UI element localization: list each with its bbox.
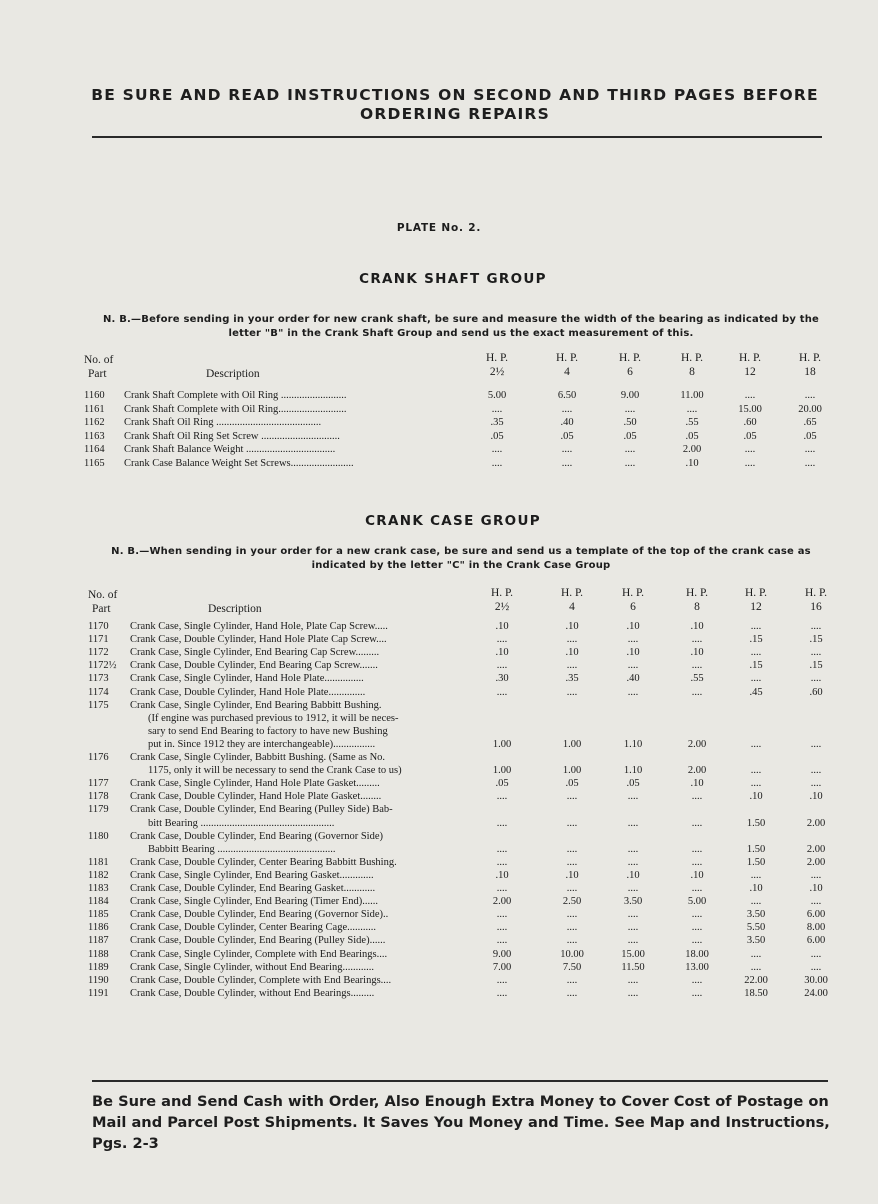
price-cell: .10 — [690, 647, 704, 659]
price-cell: .... — [627, 909, 639, 921]
part-number: 1180 — [88, 830, 109, 842]
plate-label: PLATE No. 2. — [396, 222, 482, 234]
price-cell: .... — [691, 935, 703, 947]
price-cell: 2.00 — [806, 856, 826, 868]
top-notice: BE SURE AND READ INSTRUCTIONS ON SECOND AND THIRD PAGES BEFORE ORDERING REPAIRS — [91, 86, 819, 123]
price-cell: .... — [750, 896, 762, 908]
price-cell: .... — [627, 935, 639, 947]
price-cell: .45 — [749, 686, 763, 698]
column-header-size: 16 — [810, 601, 822, 613]
price-cell: 24.00 — [804, 987, 828, 999]
column-header-size: 18 — [804, 366, 816, 378]
price-cell: .... — [561, 458, 573, 469]
part-number: 1187 — [88, 935, 109, 947]
column-header-part: Part — [92, 603, 111, 615]
column-header-hp: H. P. — [555, 352, 579, 364]
part-description: 1175, only it will be necessary to send the Crank Case to us) — [148, 765, 402, 777]
price-cell: 7.50 — [562, 961, 582, 973]
price-cell: .... — [810, 778, 822, 790]
part-description: Crank Shaft Oil Ring Set Screw .............................. — [124, 430, 340, 442]
part-number: 1182 — [88, 869, 109, 881]
price-cell: .15 — [809, 634, 823, 646]
part-number: 1160 — [84, 390, 105, 401]
part-description: Crank Case, Single Cylinder, Complete with End Bearings.... — [130, 948, 388, 960]
price-cell: 1.50 — [746, 856, 766, 868]
part-number: 1164 — [84, 444, 105, 456]
price-cell: .... — [561, 444, 573, 456]
price-cell: 2.00 — [682, 444, 702, 456]
price-cell: .10 — [749, 791, 763, 803]
price-cell: .... — [566, 791, 578, 803]
price-cell: .... — [810, 869, 822, 881]
price-cell: .... — [691, 883, 703, 894]
price-cell: 2.00 — [806, 843, 826, 855]
column-header-hp: H. P. — [680, 352, 704, 364]
price-cell: .... — [810, 948, 822, 960]
column-header-no-of: No. of — [88, 589, 118, 601]
price-cell: 22.00 — [744, 974, 768, 986]
price-cell: 1.00 — [562, 738, 582, 750]
price-cell: .10 — [626, 869, 640, 881]
price-cell: .05 — [490, 430, 504, 442]
price-cell: .... — [804, 444, 816, 456]
part-description: Crank Case, Single Cylinder, End Bearing (Timer End)...... — [130, 896, 378, 908]
price-cell: .... — [627, 660, 639, 672]
price-cell: .... — [804, 390, 816, 401]
part-description: Crank Case, Double Cylinder, without End Bearings......... — [130, 987, 375, 999]
price-cell: 3.50 — [746, 935, 766, 947]
price-cell: 5.50 — [746, 922, 766, 934]
price-cell: 2.50 — [562, 896, 582, 908]
price-cell: .10 — [690, 778, 704, 790]
part-number: 1189 — [88, 961, 109, 973]
column-header-hp: H. P. — [744, 587, 768, 599]
price-cell: .65 — [803, 417, 817, 429]
price-cell: .... — [496, 843, 508, 855]
crank-shaft-title: CRANK SHAFT GROUP — [359, 271, 547, 287]
column-header-size: 6 — [627, 366, 633, 378]
column-header-hp: H. P. — [738, 352, 762, 364]
price-cell: .... — [496, 817, 508, 829]
price-cell: 18.50 — [744, 987, 768, 999]
crank-shaft-note: N. B.—Before sending in your order for new crank shaft, be sure and measure the width of the bearing as indicated by the letter "B" in the Crank Shaft Group and send us the exact measurement of this. — [102, 314, 820, 339]
price-cell: 1.00 — [492, 738, 512, 750]
part-number: 1177 — [88, 778, 109, 790]
price-cell: 6.00 — [806, 935, 826, 947]
part-number: 1185 — [88, 909, 109, 921]
price-cell: .... — [561, 403, 573, 415]
part-number: 1191 — [88, 987, 109, 999]
price-cell: .... — [691, 660, 703, 672]
price-cell: .05 — [560, 430, 574, 442]
part-description: Babbitt Bearing ............................................. — [148, 843, 336, 855]
price-cell: .... — [691, 634, 703, 646]
column-header-part: Part — [88, 368, 107, 380]
part-number: 1162 — [84, 417, 105, 429]
price-cell: .... — [810, 765, 822, 777]
crank-case-title: CRANK CASE GROUP — [365, 513, 541, 529]
price-cell: 10.00 — [560, 948, 584, 960]
price-cell: 5.00 — [687, 896, 707, 908]
part-number: 1172½ — [88, 660, 117, 672]
price-cell: .... — [627, 843, 639, 855]
price-cell: .... — [810, 647, 822, 659]
column-header-size: 6 — [630, 601, 636, 613]
part-description: Crank Case, Double Cylinder, End Bearing (Pulley Side)...... — [130, 935, 386, 947]
price-cell: .05 — [685, 430, 699, 442]
price-cell: .10 — [749, 883, 763, 894]
price-cell: .... — [627, 922, 639, 934]
price-cell: .... — [691, 922, 703, 934]
price-cell: 2.00 — [687, 765, 707, 777]
part-description: Crank Case, Double Cylinder, Center Bearing Cage........... — [130, 922, 376, 934]
part-description: sary to send End Bearing to factory to have new Bushing — [148, 725, 388, 737]
price-cell: .... — [566, 660, 578, 672]
price-cell: .55 — [685, 417, 699, 429]
price-cell: 15.00 — [738, 403, 762, 415]
part-description: Crank Case, Single Cylinder, Babbitt Bushing. (Same as No. — [130, 752, 386, 763]
column-header-description: Description — [208, 603, 262, 615]
price-cell: .... — [566, 974, 578, 986]
price-cell: .10 — [809, 883, 823, 894]
price-cell: .... — [810, 673, 822, 685]
price-cell: .... — [750, 738, 762, 750]
price-cell: .... — [496, 974, 508, 986]
price-cell: .50 — [623, 417, 637, 429]
price-cell: 2.00 — [687, 738, 707, 750]
price-cell: .... — [566, 987, 578, 999]
price-cell: .... — [627, 883, 639, 894]
price-cell: .... — [691, 974, 703, 986]
part-description: Crank Shaft Balance Weight .................................. — [124, 444, 336, 456]
price-cell: .... — [810, 961, 822, 973]
price-cell: .10 — [495, 647, 509, 659]
price-cell: .... — [566, 856, 578, 868]
price-cell: .... — [744, 390, 756, 401]
part-number: 1171 — [88, 634, 109, 646]
price-cell: 7.00 — [492, 961, 512, 973]
price-cell: .... — [750, 778, 762, 790]
column-header-hp: H. P. — [685, 587, 709, 599]
price-cell: .55 — [690, 673, 704, 685]
price-cell: .05 — [623, 430, 637, 442]
price-cell: .05 — [626, 778, 640, 790]
price-cell: .... — [566, 634, 578, 646]
price-cell: .... — [691, 686, 703, 698]
price-cell: .... — [496, 791, 508, 803]
part-description: put in. Since 1912 they are interchangeable)................ — [148, 738, 376, 750]
price-cell: .... — [804, 458, 816, 469]
part-description: Crank Case, Single Cylinder, without End Bearing............ — [130, 961, 374, 973]
price-cell: .10 — [565, 621, 579, 632]
price-cell: .... — [491, 458, 503, 469]
top-divider — [92, 136, 822, 138]
part-description: Crank Case, Double Cylinder, End Bearing Cap Screw....... — [130, 660, 378, 672]
price-cell: .... — [810, 896, 822, 908]
part-description: Crank Case, Double Cylinder, End Bearing (Pulley Side) Bab- — [130, 804, 393, 816]
part-description: Crank Case, Double Cylinder, Hand Hole Plate Cap Screw.... — [130, 634, 387, 646]
part-description: Crank Case, Single Cylinder, Hand Hole Plate............... — [130, 673, 364, 685]
crank-case-note: N. B.—When sending in your order for a new crank case, be sure and send us a template of the top of the crank case as indicated by the letter "C" in the Crank Case Group — [111, 546, 811, 571]
column-header-description: Description — [206, 368, 260, 380]
price-cell: .... — [750, 961, 762, 973]
part-number: 1181 — [88, 856, 109, 868]
price-cell: .10 — [626, 647, 640, 659]
price-cell: .... — [491, 403, 503, 415]
part-description: Crank Case, Double Cylinder, Center Bearing Babbitt Bushing. — [130, 856, 397, 868]
part-number: 1183 — [88, 883, 109, 894]
part-number: 1186 — [88, 922, 109, 934]
part-number: 1163 — [84, 430, 105, 442]
price-cell: .30 — [495, 673, 509, 685]
price-cell: 13.00 — [685, 961, 709, 973]
part-number: 1176 — [88, 752, 109, 763]
price-cell: .... — [566, 935, 578, 947]
price-cell: 20.00 — [798, 403, 822, 415]
part-description: Crank Case, Single Cylinder, End Bearing Babbitt Bushing. — [130, 699, 382, 711]
price-cell: .... — [566, 686, 578, 698]
column-header-hp: H. P. — [490, 587, 514, 599]
column-header-size: 8 — [694, 601, 700, 613]
price-cell: .10 — [565, 869, 579, 881]
price-cell: 1.50 — [746, 817, 766, 829]
price-cell: .... — [810, 738, 822, 750]
price-cell: .10 — [809, 791, 823, 803]
part-number: 1179 — [88, 804, 109, 816]
column-header-size: 12 — [750, 601, 762, 613]
price-cell: .... — [627, 987, 639, 999]
column-header-hp: H. P. — [621, 587, 645, 599]
part-description: Crank Shaft Oil Ring ........................................ — [124, 417, 322, 429]
price-cell: .05 — [565, 778, 579, 790]
price-cell: .... — [566, 909, 578, 921]
part-description: Crank Shaft Complete with Oil Ring.......................... — [124, 403, 347, 415]
part-description: Crank Case, Double Cylinder, Complete with End Bearings.... — [130, 974, 392, 986]
part-description: Crank Case, Single Cylinder, End Bearing Cap Screw......... — [130, 647, 380, 659]
price-cell: .10 — [685, 458, 699, 469]
column-header-size: 12 — [744, 366, 756, 378]
price-cell: .... — [624, 458, 636, 469]
price-cell: .10 — [690, 869, 704, 881]
price-cell: .05 — [495, 778, 509, 790]
price-cell: .... — [691, 987, 703, 999]
column-header-hp: H. P. — [560, 587, 584, 599]
price-cell: 2.00 — [806, 817, 826, 829]
price-cell: .... — [691, 843, 703, 855]
price-cell: 8.00 — [806, 922, 826, 934]
price-cell: .15 — [749, 660, 763, 672]
column-header-size: 8 — [689, 366, 695, 378]
part-number: 1170 — [88, 621, 109, 632]
part-number: 1190 — [88, 974, 109, 986]
price-cell: .... — [624, 403, 636, 415]
price-cell: .... — [496, 909, 508, 921]
price-cell: .... — [566, 843, 578, 855]
price-cell: 1.50 — [746, 843, 766, 855]
part-number: 1175 — [88, 699, 109, 711]
price-cell: .... — [627, 856, 639, 868]
part-description: Crank Case, Single Cylinder, End Bearing Gasket............. — [130, 869, 374, 881]
price-cell: .... — [496, 856, 508, 868]
column-header-no-of: No. of — [84, 354, 114, 366]
price-cell: .... — [496, 686, 508, 698]
price-cell: .... — [627, 634, 639, 646]
price-cell: .... — [750, 948, 762, 960]
price-cell: 30.00 — [804, 974, 828, 986]
price-cell: 3.50 — [623, 896, 643, 908]
part-description: Crank Case Balance Weight Set Screws........................ — [124, 458, 354, 469]
price-cell: .10 — [495, 621, 509, 632]
price-cell: 18.00 — [685, 948, 709, 960]
price-cell: .... — [566, 922, 578, 934]
price-cell: 1.00 — [492, 765, 512, 777]
price-cell: 11.50 — [621, 961, 645, 973]
part-number: 1173 — [88, 673, 109, 685]
price-cell: .... — [624, 444, 636, 456]
price-cell: .... — [691, 817, 703, 829]
price-cell: 15.00 — [621, 948, 645, 960]
bottom-notice: Be Sure and Send Cash with Order, Also Enough Extra Money to Cover Cost of Postage on Mail and Parcel Post Shipments. It Saves You Money and Time. See Map and Instructions, Pgs. 2-3 — [92, 1093, 830, 1152]
bottom-divider — [92, 1080, 828, 1082]
price-cell: .35 — [490, 417, 504, 429]
price-cell: .... — [691, 856, 703, 868]
price-cell: .... — [744, 458, 756, 469]
price-cell: .... — [496, 922, 508, 934]
price-cell: 3.50 — [746, 909, 766, 921]
part-number: 1184 — [88, 896, 109, 908]
price-cell: 5.00 — [487, 390, 507, 401]
part-number: 1172 — [88, 647, 109, 659]
price-cell: .... — [566, 883, 578, 894]
price-cell: .... — [691, 909, 703, 921]
column-header-hp: H. P. — [485, 352, 509, 364]
price-cell: .... — [691, 791, 703, 803]
price-cell: 2.00 — [492, 896, 512, 908]
part-description: Crank Case, Double Cylinder, End Bearing Gasket............ — [130, 883, 376, 894]
price-cell: .... — [566, 817, 578, 829]
price-cell: .... — [491, 444, 503, 456]
price-cell: .... — [496, 883, 508, 894]
part-number: 1161 — [84, 403, 105, 415]
column-header-size: 2½ — [489, 366, 505, 378]
part-number: 1165 — [84, 458, 105, 469]
column-header-size: 2½ — [494, 601, 510, 613]
price-cell: .... — [750, 621, 762, 632]
price-cell: .... — [750, 647, 762, 659]
part-description: Crank Case, Double Cylinder, Hand Hole Plate Gasket........ — [130, 791, 382, 803]
price-cell: .... — [744, 444, 756, 456]
price-cell: .... — [496, 634, 508, 646]
column-header-hp: H. P. — [798, 352, 822, 364]
price-cell: .... — [496, 935, 508, 947]
price-cell: .15 — [749, 634, 763, 646]
price-cell: .... — [810, 621, 822, 632]
price-cell: 1.10 — [623, 738, 643, 750]
part-description: Crank Case, Double Cylinder, End Bearing (Governor Side).. — [130, 909, 389, 921]
price-cell: .... — [627, 686, 639, 698]
part-description: bitt Bearing ................................................... — [148, 817, 335, 829]
price-cell: .... — [750, 673, 762, 685]
part-description: (If engine was purchased previous to 1912, it will be neces- — [148, 712, 399, 724]
price-cell: .15 — [809, 660, 823, 672]
price-cell: 1.10 — [623, 765, 643, 777]
price-cell: .10 — [565, 647, 579, 659]
price-cell: .... — [627, 817, 639, 829]
column-header-hp: H. P. — [804, 587, 828, 599]
part-number: 1188 — [88, 948, 109, 960]
part-number: 1178 — [88, 791, 109, 803]
price-cell: .... — [750, 869, 762, 881]
price-cell: .10 — [626, 621, 640, 632]
price-cell: .35 — [565, 673, 579, 685]
price-cell: .... — [627, 974, 639, 986]
price-cell: .... — [750, 765, 762, 777]
part-description: Crank Case, Double Cylinder, Hand Hole Plate.............. — [130, 686, 366, 698]
price-cell: .... — [686, 403, 698, 415]
column-header-size: 4 — [569, 601, 575, 613]
price-cell: .05 — [803, 430, 817, 442]
price-cell: .40 — [560, 417, 574, 429]
column-header-hp: H. P. — [618, 352, 642, 364]
price-cell: .10 — [495, 869, 509, 881]
price-cell: .... — [496, 660, 508, 672]
part-description: Crank Case, Double Cylinder, End Bearing (Governor Side) — [130, 830, 383, 842]
part-number: 1174 — [88, 686, 109, 698]
price-cell: 6.50 — [557, 390, 577, 401]
part-description: Crank Case, Single Cylinder, Hand Hole Plate Gasket......... — [130, 778, 380, 790]
part-description: Crank Shaft Complete with Oil Ring ......................... — [124, 390, 347, 401]
price-cell: .40 — [626, 673, 640, 685]
price-cell: 9.00 — [492, 948, 512, 960]
column-header-size: 4 — [564, 366, 570, 378]
price-cell: .60 — [743, 417, 757, 429]
price-cell: 1.00 — [562, 765, 582, 777]
price-cell: .05 — [743, 430, 757, 442]
price-cell: 9.00 — [620, 390, 640, 401]
price-cell: 11.00 — [680, 390, 704, 401]
price-cell: .... — [627, 791, 639, 803]
price-cell: .60 — [809, 686, 823, 698]
price-cell: .... — [496, 987, 508, 999]
price-cell: .10 — [690, 621, 704, 632]
price-cell: 6.00 — [806, 909, 826, 921]
part-description: Crank Case, Single Cylinder, Hand Hole, Plate Cap Screw..... — [130, 621, 388, 632]
